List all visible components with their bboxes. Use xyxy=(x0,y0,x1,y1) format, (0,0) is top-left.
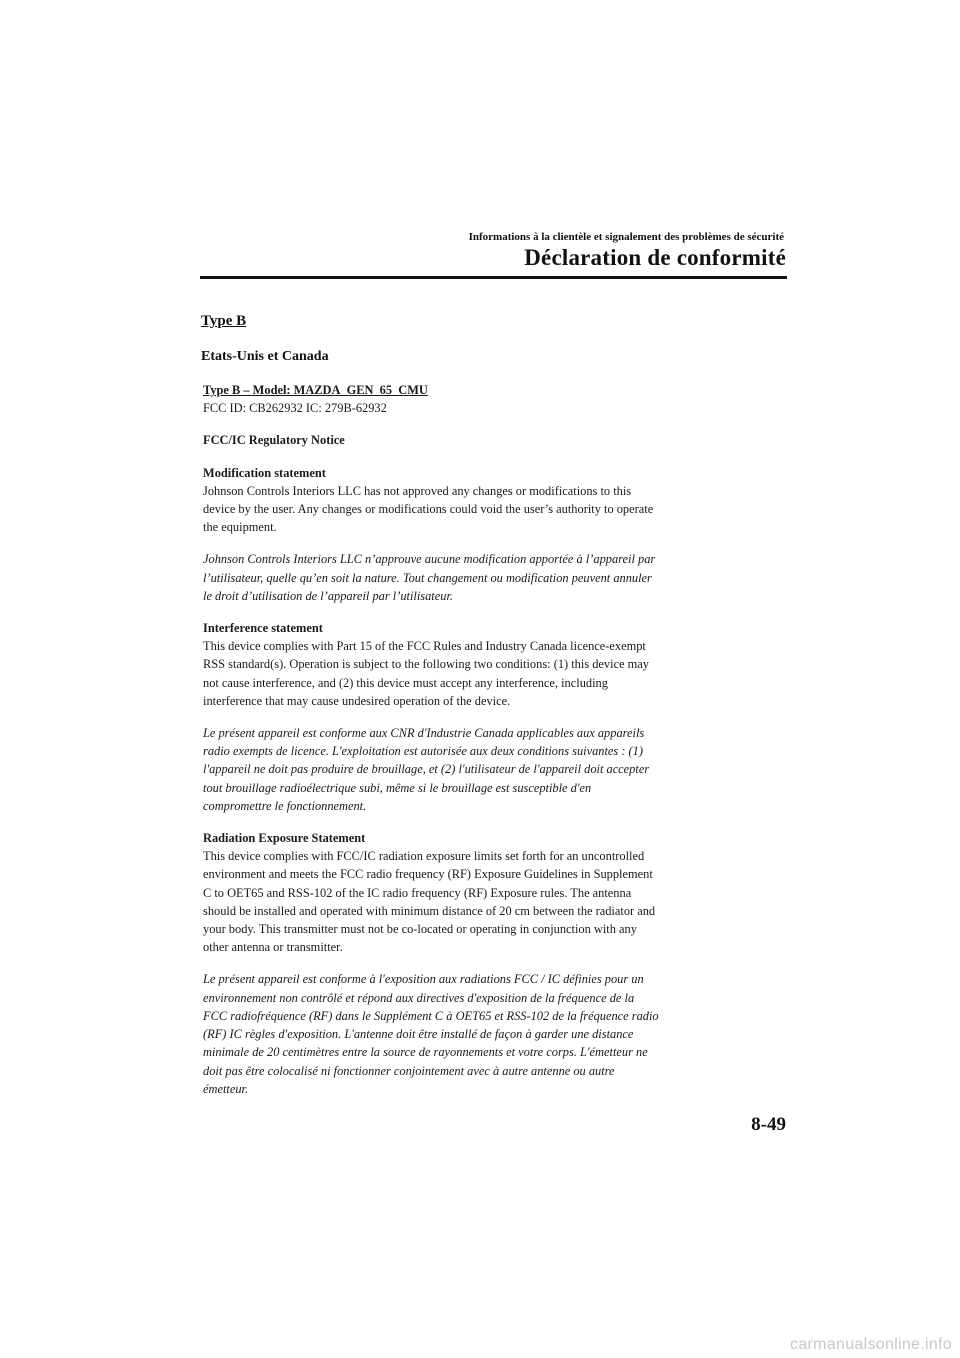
regulatory-title: FCC/IC Regulatory Notice xyxy=(203,433,345,448)
radiation-en-line: C to OET65 and RSS-102 of the IC radio frequency (RF) Exposure rules. The antenna xyxy=(203,885,632,900)
interference-en-line: This device complies with Part 15 of the FCC Rules and Industry Canada licence-exempt xyxy=(203,639,646,654)
radiation-fr-line: FCC radiofréquence (RF) dans le Supplément C à OET65 et RSS-102 de la fréquence radio xyxy=(203,1008,659,1023)
modification-en-line: device by the user. Any changes or modifications could void the user’s authority to operate xyxy=(203,502,654,517)
page-title: Déclaration de conformité xyxy=(524,245,786,270)
watermark: carmanualsonline.info xyxy=(790,1336,952,1353)
modification-fr-line: le droit d’utilisation de l’appareil par l’utilisateur. xyxy=(203,588,453,603)
interference-heading: Interference statement xyxy=(203,621,323,636)
radiation-en-line: environment and meets the FCC radio frequency (RF) Exposure Guidelines in Supplement xyxy=(203,867,653,882)
radiation-fr-line: émetteur. xyxy=(203,1081,249,1096)
interference-fr-line: Le présent appareil est conforme aux CNR d'Industrie Canada applicables aux appareils xyxy=(203,726,645,741)
modification-fr-line: Johnson Controls Interiors LLC n’approuve aucune modification apportée à l’appareil par xyxy=(203,552,656,567)
regulatory-notice xyxy=(203,381,743,1098)
interference-fr-line: radio exempts de licence. L'exploitation est autorisée aux deux conditions suivantes : (1) xyxy=(203,744,644,759)
interference-en-line: RSS standard(s). Operation is subject to the following two conditions: (1) this device may xyxy=(203,657,649,672)
radiation-fr-line: minimale de 20 centimètres entre la source de rayonnements et votre corps. L'émetteur ne xyxy=(203,1045,648,1060)
radiation-fr-line: Le présent appareil est conforme à l'exposition aux radiations FCC / IC définies pour un xyxy=(203,972,644,987)
interference-en-line: not cause interference, and (2) this device must accept any interference, including xyxy=(203,675,608,690)
model-line: Type B – Model: MAZDA_GEN_65_CMU xyxy=(203,383,428,397)
radiation-fr-line: doit pas être colocalisé ni fonctionner conjointement avec à autre antenne ou autre xyxy=(203,1063,615,1078)
fcc-id-line: FCC ID: CB262932 IC: 279B-62932 xyxy=(203,401,387,416)
modification-en-line: Johnson Controls Interiors LLC has not approved any changes or modifications to this xyxy=(203,483,632,498)
interference-fr-line: tout brouillage radioélectrique subi, même si le brouillage est susceptible d'en xyxy=(203,780,592,795)
modification-heading: Modification statement xyxy=(203,465,326,480)
interference-en-line: interference that may cause undesired operation of the device. xyxy=(203,693,511,708)
section-title: Type B xyxy=(201,313,247,329)
modification-en-line: the equipment. xyxy=(203,520,277,535)
radiation-heading: Radiation Exposure Statement xyxy=(203,831,366,846)
section-subtitle: Etats-Unis et Canada xyxy=(201,349,329,364)
radiation-en-line: should be installed and operated with minimum distance of 20 cm between the radiator and xyxy=(203,903,656,918)
radiation-en-line: This device complies with FCC/IC radiation exposure limits set forth for an uncontrolled xyxy=(203,849,645,864)
modification-fr-line: l’utilisateur, quelle qu’en soit la nature. Tout changement ou modification peuvent annuler xyxy=(203,570,652,585)
header-divider xyxy=(200,276,787,279)
radiation-en-line: your body. This transmitter must not be co-located or operating in conjunction with any xyxy=(203,922,637,937)
page-number: 8-49 xyxy=(751,1114,786,1135)
radiation-en-line: other antenna or transmitter. xyxy=(203,940,343,955)
interference-fr-line: l'appareil ne doit pas produire de brouillage, et (2) l'utilisateur de l'appareil doit accepter xyxy=(203,762,650,777)
radiation-fr-line: (RF) IC règles d'exposition. L'antenne doit être installé de façon à garder une distance xyxy=(203,1027,634,1042)
interference-fr-line: compromettre le fonctionnement. xyxy=(203,798,367,813)
radiation-fr-line: environnement non contrôlé et répond aux directives d'exposition de la fréquence de la xyxy=(203,990,635,1005)
chapter-subtitle: Informations à la clientèle et signalement des problèmes de sécurité xyxy=(468,231,784,243)
